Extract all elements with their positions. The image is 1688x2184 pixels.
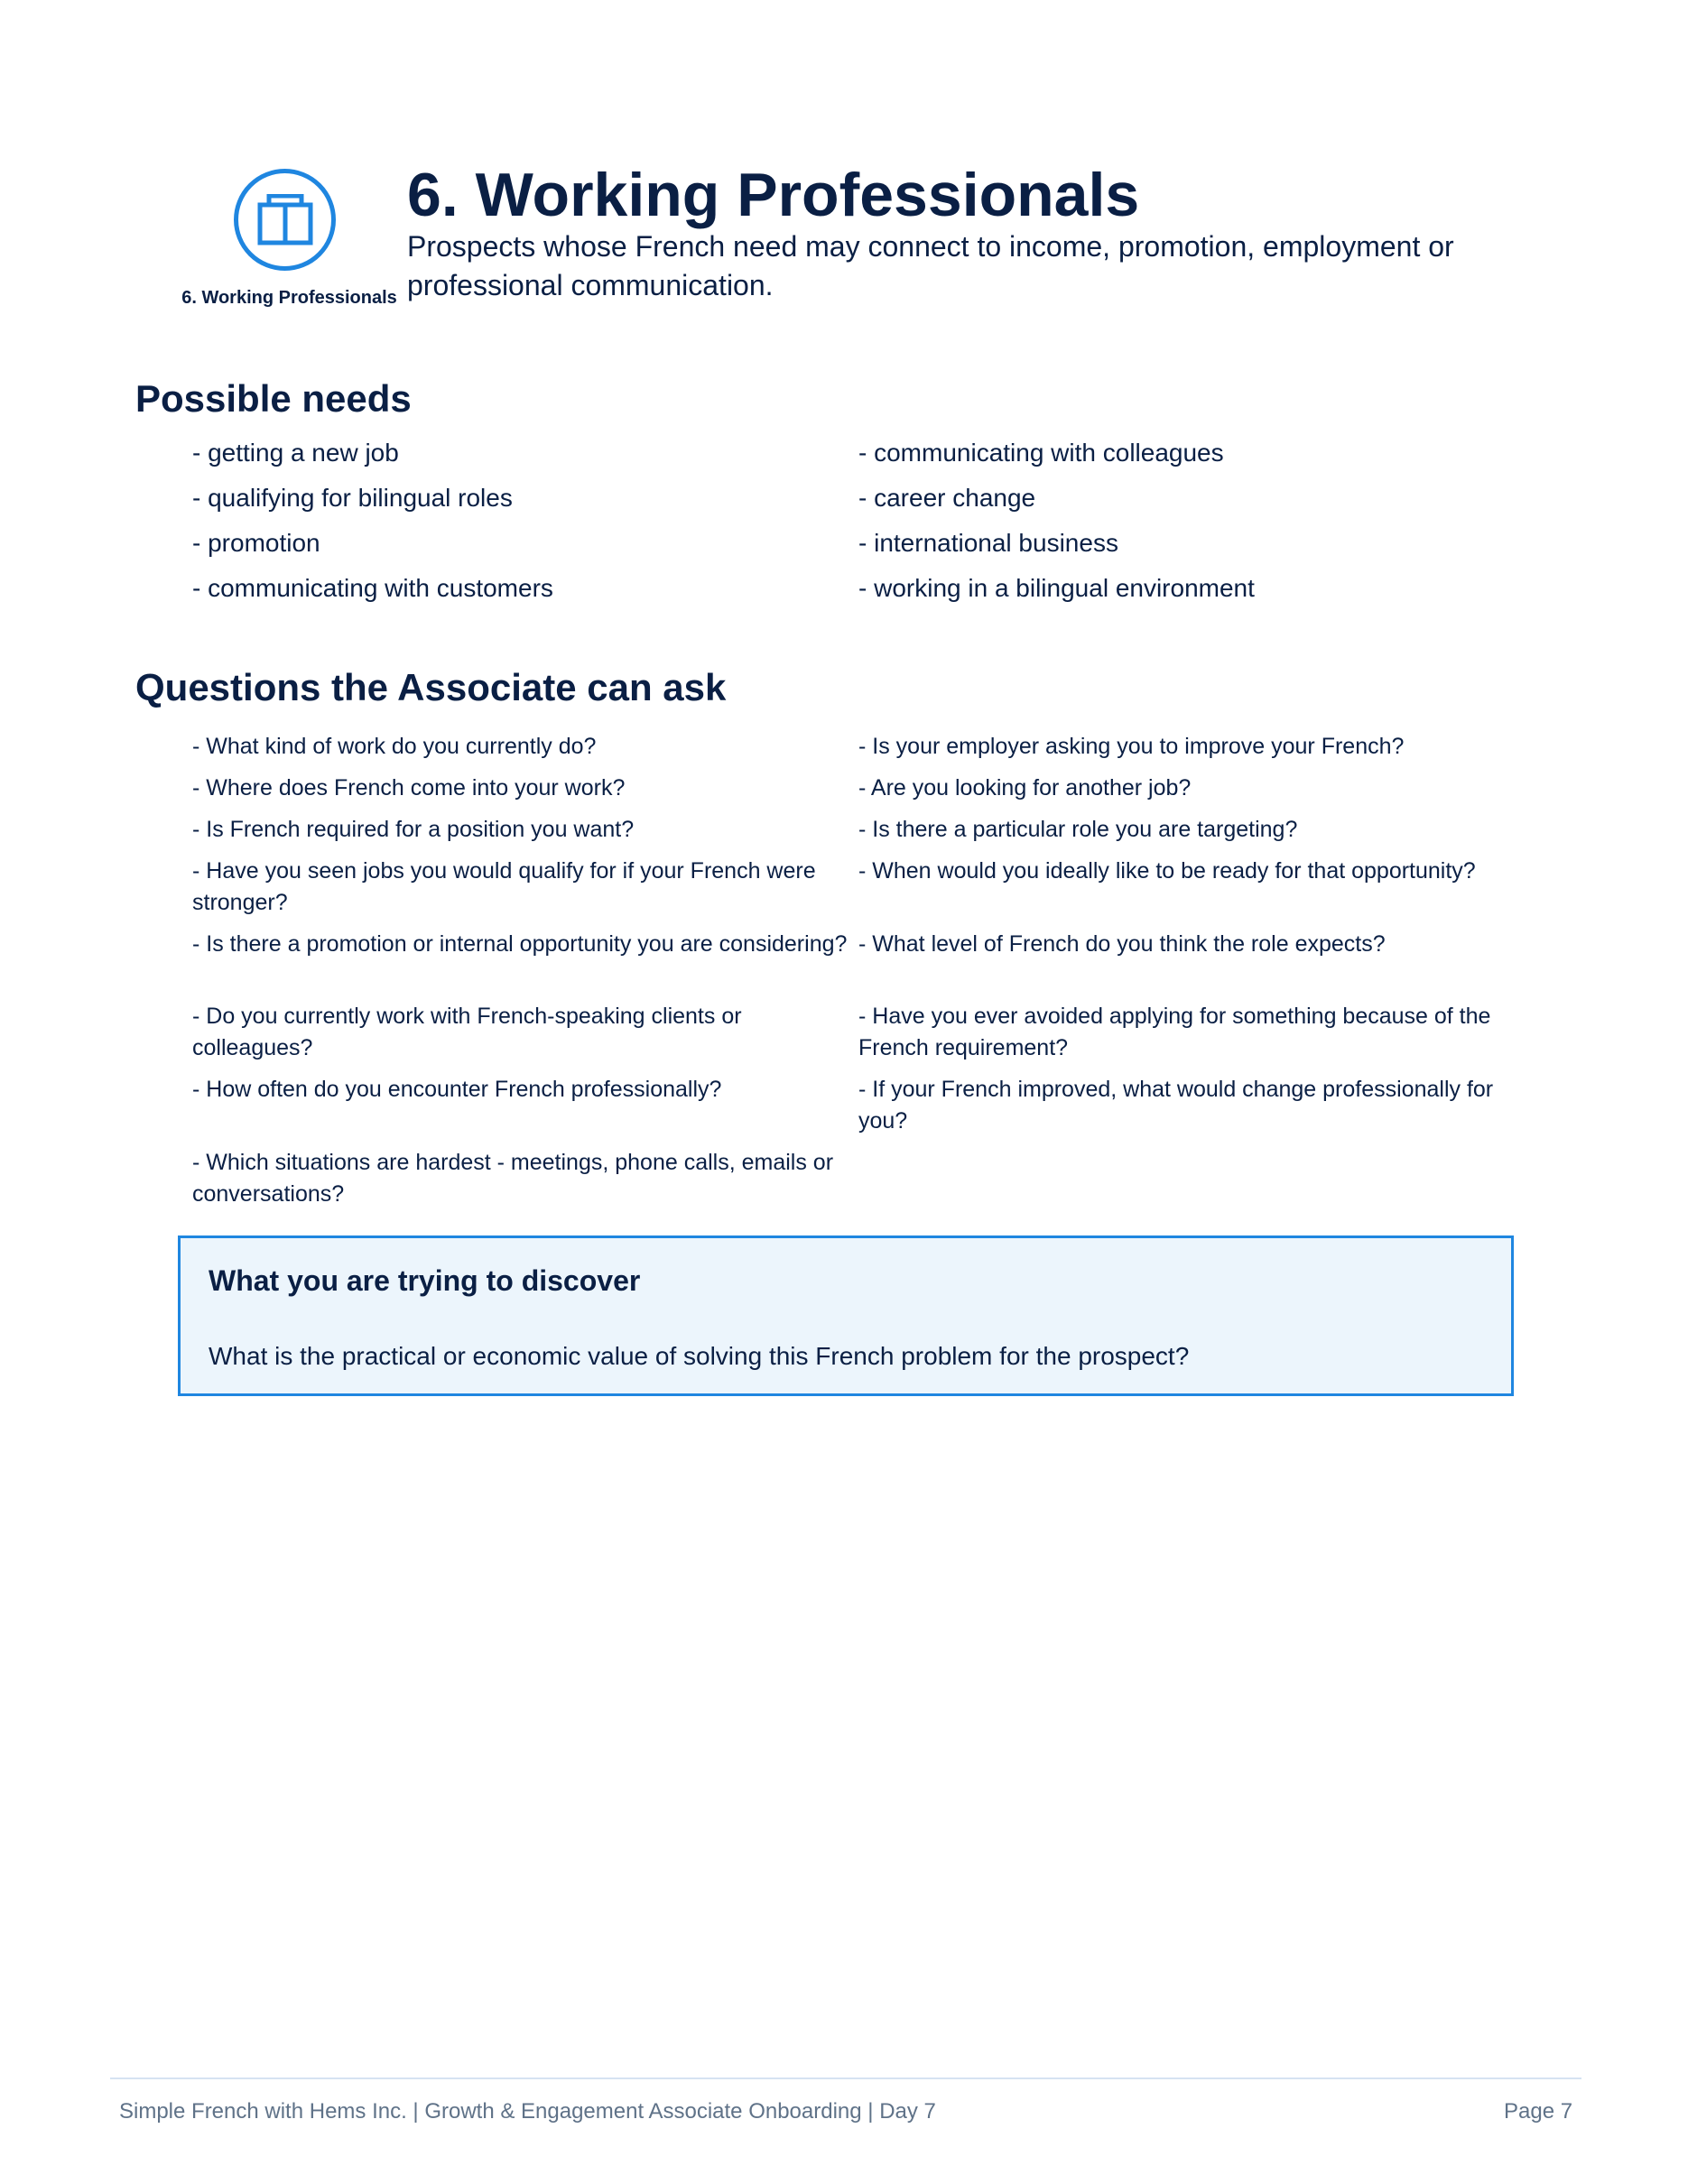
page-header: [0, 0, 1688, 325]
possible-needs-heading: Possible needs: [135, 377, 412, 420]
footer-text: Simple French with Hems Inc. | Growth & Engagement Associate Onboarding | Day 7: [119, 2099, 936, 2124]
list-item: - What level of French do you think the role expects?: [858, 931, 1386, 957]
list-item: - If your French improved, what would change professionally for you?: [858, 1077, 1494, 1134]
list-item: - getting a new job: [192, 439, 399, 467]
list-item: - Is there a promotion or internal opportunity you are considering?: [192, 931, 848, 957]
list-item: - working in a bilingual environment: [858, 574, 1255, 602]
discovery-callout: [178, 1235, 1514, 1396]
list-item: - What kind of work do you currently do?: [192, 734, 597, 759]
callout-body: What is the practical or economic value of solving this French problem for the prospect?: [209, 1342, 1190, 1370]
list-item: - promotion: [192, 529, 320, 557]
list-item: - Is your employer asking you to improve your French?: [858, 734, 1405, 759]
footer-divider: [110, 2078, 1581, 2079]
page-number: Page 7: [1504, 2099, 1573, 2124]
page-subtitle: Prospects whose French need may connect to income, promotion, employment or professional communication.: [407, 230, 1454, 301]
list-item: - Is there a particular role you are targeting?: [858, 817, 1298, 842]
list-item: - international business: [858, 529, 1118, 557]
list-item: - Where does French come into your work?: [192, 775, 626, 800]
list-item: - qualifying for bilingual roles: [192, 484, 513, 512]
list-item: - Have you ever avoided applying for something because of the French requirement?: [858, 1004, 1491, 1060]
list-item: - Are you looking for another job?: [858, 775, 1192, 800]
questions-heading: Questions the Associate can ask: [135, 666, 727, 708]
list-item: - career change: [858, 484, 1036, 512]
list-item: - communicating with customers: [192, 574, 553, 602]
list-item: - communicating with colleagues: [858, 439, 1224, 467]
page-title: 6. Working Professionals: [407, 161, 1140, 229]
list-item: - Do you currently work with French-speaking clients or colleagues?: [192, 1004, 742, 1060]
callout-title: What you are trying to discover: [209, 1264, 641, 1297]
list-item: - How often do you encounter French professionally?: [192, 1077, 722, 1102]
list-item: - Is French required for a position you want?: [192, 817, 635, 842]
list-item: - Have you seen jobs you would qualify for if your French were stronger?: [192, 858, 816, 915]
list-item: - When would you ideally like to be ready for that opportunity?: [858, 858, 1476, 884]
list-item: - Which situations are hardest - meetings, phone calls, emails or conversations?: [192, 1150, 834, 1207]
icon-caption: 6. Working Professionals: [181, 288, 397, 308]
briefcase-icon: [234, 169, 336, 271]
